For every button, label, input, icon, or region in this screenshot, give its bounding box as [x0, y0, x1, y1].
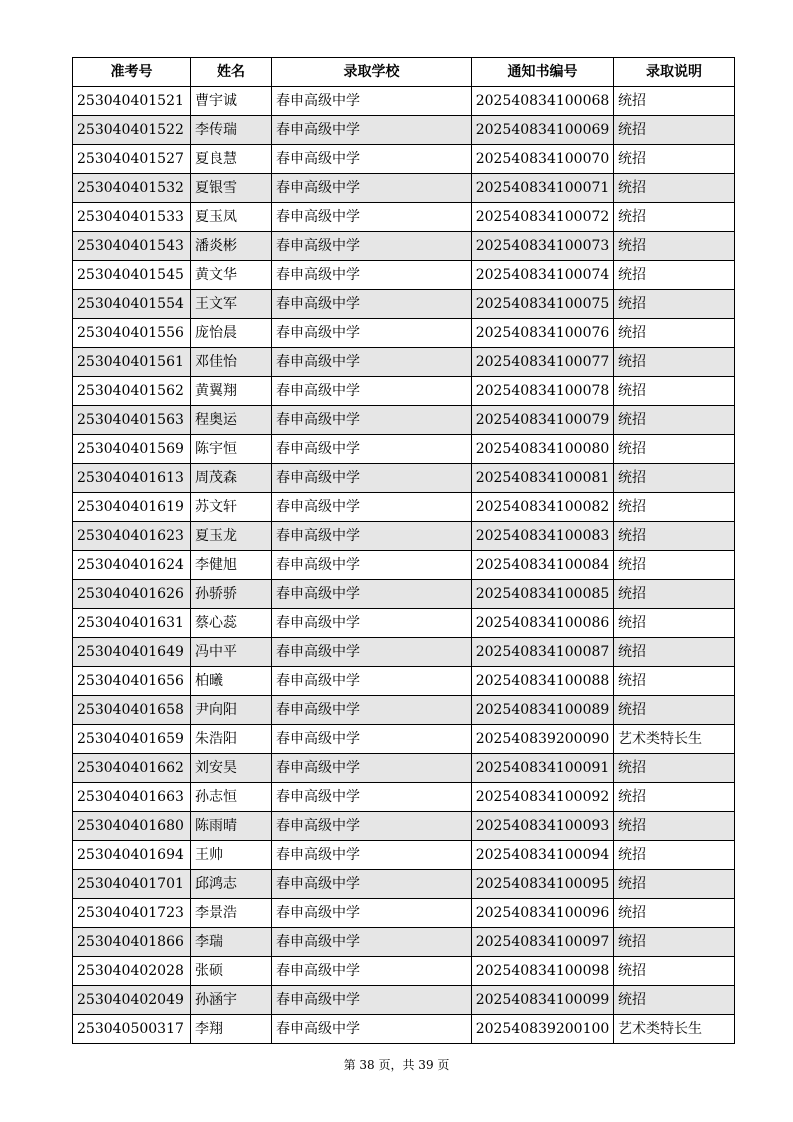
cell-notice-number: 202540834100069 — [472, 116, 614, 145]
table-row — [73, 551, 735, 580]
table-row — [73, 754, 735, 783]
table-row — [73, 493, 735, 522]
cell-remark: 统招 — [614, 812, 735, 841]
cell-remark: 统招 — [614, 116, 735, 145]
cell-name: 李传瑞 — [191, 116, 272, 145]
cell-exam-number: 253040401701 — [73, 870, 191, 899]
cell-notice-number: 202540834100097 — [472, 928, 614, 957]
cell-school: 春申高级中学 — [272, 145, 472, 174]
cell-remark: 统招 — [614, 261, 735, 290]
cell-remark: 统招 — [614, 203, 735, 232]
cell-remark: 统招 — [614, 174, 735, 203]
cell-school: 春申高级中学 — [272, 928, 472, 957]
cell-notice-number: 202540834100086 — [472, 609, 614, 638]
cell-remark: 统招 — [614, 754, 735, 783]
cell-school: 春申高级中学 — [272, 1015, 472, 1044]
header-name: 姓名 — [191, 58, 272, 87]
cell-notice-number: 202540834100089 — [472, 696, 614, 725]
cell-remark: 艺术类特长生 — [614, 1015, 735, 1044]
table-row — [73, 1015, 735, 1044]
table-row — [73, 435, 735, 464]
cell-notice-number: 202540834100087 — [472, 638, 614, 667]
cell-notice-number: 202540834100098 — [472, 957, 614, 986]
cell-school: 春申高级中学 — [272, 667, 472, 696]
cell-exam-number: 253040402049 — [73, 986, 191, 1015]
cell-school: 春申高级中学 — [272, 812, 472, 841]
table-row — [73, 696, 735, 725]
cell-remark: 艺术类特长生 — [614, 725, 735, 754]
cell-name: 黄文华 — [191, 261, 272, 290]
cell-school: 春申高级中学 — [272, 551, 472, 580]
cell-school: 春申高级中学 — [272, 783, 472, 812]
cell-name: 庞怡晨 — [191, 319, 272, 348]
cell-school: 春申高级中学 — [272, 203, 472, 232]
cell-notice-number: 202540834100096 — [472, 899, 614, 928]
cell-name: 张硕 — [191, 957, 272, 986]
cell-notice-number: 202540834100099 — [472, 986, 614, 1015]
cell-name: 夏银雪 — [191, 174, 272, 203]
cell-remark: 统招 — [614, 290, 735, 319]
table-row — [73, 87, 735, 116]
cell-notice-number: 202540834100068 — [472, 87, 614, 116]
table-row — [73, 522, 735, 551]
table-row — [73, 638, 735, 667]
cell-name: 王文军 — [191, 290, 272, 319]
cell-school: 春申高级中学 — [272, 609, 472, 638]
cell-remark: 统招 — [614, 232, 735, 261]
cell-name: 周茂森 — [191, 464, 272, 493]
cell-notice-number: 202540834100094 — [472, 841, 614, 870]
cell-remark: 统招 — [614, 377, 735, 406]
cell-notice-number: 202540834100088 — [472, 667, 614, 696]
cell-exam-number: 253040401624 — [73, 551, 191, 580]
cell-name: 孙涵宇 — [191, 986, 272, 1015]
cell-name: 曹宇诚 — [191, 87, 272, 116]
table-row — [73, 319, 735, 348]
cell-notice-number: 202540834100073 — [472, 232, 614, 261]
cell-remark: 统招 — [614, 493, 735, 522]
cell-remark: 统招 — [614, 841, 735, 870]
cell-school: 春申高级中学 — [272, 986, 472, 1015]
cell-name: 李景浩 — [191, 899, 272, 928]
cell-school: 春申高级中学 — [272, 841, 472, 870]
cell-name: 陈雨晴 — [191, 812, 272, 841]
header-notice-number: 通知书编号 — [472, 58, 614, 87]
cell-remark: 统招 — [614, 957, 735, 986]
cell-notice-number: 202540834100095 — [472, 870, 614, 899]
cell-school: 春申高级中学 — [272, 174, 472, 203]
cell-school: 春申高级中学 — [272, 319, 472, 348]
table-row — [73, 290, 735, 319]
cell-exam-number: 253040401543 — [73, 232, 191, 261]
table-row — [73, 261, 735, 290]
cell-school: 春申高级中学 — [272, 957, 472, 986]
cell-notice-number: 202540834100082 — [472, 493, 614, 522]
cell-notice-number: 202540834100085 — [472, 580, 614, 609]
cell-name: 潘炎彬 — [191, 232, 272, 261]
cell-school: 春申高级中学 — [272, 522, 472, 551]
cell-notice-number: 202540834100078 — [472, 377, 614, 406]
cell-school: 春申高级中学 — [272, 464, 472, 493]
table-row — [73, 986, 735, 1015]
cell-notice-number: 202540834100093 — [472, 812, 614, 841]
cell-name: 邓佳怡 — [191, 348, 272, 377]
table-row — [73, 203, 735, 232]
cell-name: 蔡心蕊 — [191, 609, 272, 638]
cell-school: 春申高级中学 — [272, 754, 472, 783]
cell-notice-number: 202540834100092 — [472, 783, 614, 812]
cell-exam-number: 253040401723 — [73, 899, 191, 928]
cell-exam-number: 253040401532 — [73, 174, 191, 203]
header-row — [73, 58, 735, 87]
cell-name: 李翔 — [191, 1015, 272, 1044]
cell-remark: 统招 — [614, 319, 735, 348]
cell-school: 春申高级中学 — [272, 290, 472, 319]
table-row — [73, 783, 735, 812]
cell-school: 春申高级中学 — [272, 696, 472, 725]
cell-name: 尹向阳 — [191, 696, 272, 725]
cell-exam-number: 253040401522 — [73, 116, 191, 145]
cell-exam-number: 253040401561 — [73, 348, 191, 377]
cell-exam-number: 253040401866 — [73, 928, 191, 957]
cell-school: 春申高级中学 — [272, 435, 472, 464]
table-row — [73, 145, 735, 174]
cell-remark: 统招 — [614, 522, 735, 551]
cell-notice-number: 202540834100081 — [472, 464, 614, 493]
page-footer: 第 38 页，共 39 页 — [343, 1058, 450, 1072]
cell-notice-number: 202540834100079 — [472, 406, 614, 435]
cell-name: 黄翼翔 — [191, 377, 272, 406]
cell-name: 李瑞 — [191, 928, 272, 957]
table-row — [73, 957, 735, 986]
table-row — [73, 232, 735, 261]
cell-notice-number: 202540834100075 — [472, 290, 614, 319]
cell-name: 刘安昊 — [191, 754, 272, 783]
cell-notice-number: 202540834100077 — [472, 348, 614, 377]
cell-name: 夏玉凤 — [191, 203, 272, 232]
cell-school: 春申高级中学 — [272, 116, 472, 145]
cell-school: 春申高级中学 — [272, 348, 472, 377]
table-row — [73, 812, 735, 841]
cell-remark: 统招 — [614, 899, 735, 928]
cell-exam-number: 253040401659 — [73, 725, 191, 754]
table-row — [73, 667, 735, 696]
cell-remark: 统招 — [614, 609, 735, 638]
cell-notice-number: 202540834100072 — [472, 203, 614, 232]
cell-remark: 统招 — [614, 406, 735, 435]
cell-exam-number: 253040401619 — [73, 493, 191, 522]
table-row — [73, 116, 735, 145]
table-row — [73, 377, 735, 406]
cell-name: 陈宇恒 — [191, 435, 272, 464]
table-header — [73, 58, 735, 87]
cell-exam-number: 253040401521 — [73, 87, 191, 116]
cell-exam-number: 253040401663 — [73, 783, 191, 812]
cell-school: 春申高级中学 — [272, 638, 472, 667]
header-remark: 录取说明 — [614, 58, 735, 87]
cell-remark: 统招 — [614, 986, 735, 1015]
cell-name: 程奥运 — [191, 406, 272, 435]
cell-exam-number: 253040401649 — [73, 638, 191, 667]
cell-school: 春申高级中学 — [272, 261, 472, 290]
header-school: 录取学校 — [272, 58, 472, 87]
cell-name: 柏曦 — [191, 667, 272, 696]
cell-exam-number: 253040401562 — [73, 377, 191, 406]
cell-name: 朱浩阳 — [191, 725, 272, 754]
cell-exam-number: 253040401569 — [73, 435, 191, 464]
cell-remark: 统招 — [614, 638, 735, 667]
cell-school: 春申高级中学 — [272, 377, 472, 406]
cell-name: 孙骄骄 — [191, 580, 272, 609]
table-row — [73, 609, 735, 638]
cell-remark: 统招 — [614, 870, 735, 899]
cell-remark: 统招 — [614, 580, 735, 609]
table-row — [73, 725, 735, 754]
cell-name: 李健旭 — [191, 551, 272, 580]
cell-notice-number: 202540834100074 — [472, 261, 614, 290]
cell-school: 春申高级中学 — [272, 870, 472, 899]
cell-exam-number: 253040401556 — [73, 319, 191, 348]
table-row — [73, 348, 735, 377]
cell-exam-number: 253040401658 — [73, 696, 191, 725]
cell-remark: 统招 — [614, 783, 735, 812]
cell-exam-number: 253040401613 — [73, 464, 191, 493]
cell-school: 春申高级中学 — [272, 87, 472, 116]
cell-exam-number: 253040401533 — [73, 203, 191, 232]
cell-notice-number: 202540834100080 — [472, 435, 614, 464]
cell-name: 孙志恒 — [191, 783, 272, 812]
cell-school: 春申高级中学 — [272, 580, 472, 609]
table-row — [73, 928, 735, 957]
cell-notice-number: 202540834100084 — [472, 551, 614, 580]
cell-school: 春申高级中学 — [272, 493, 472, 522]
table-body — [73, 87, 735, 1044]
cell-notice-number: 202540834100091 — [472, 754, 614, 783]
cell-remark: 统招 — [614, 435, 735, 464]
cell-notice-number: 202540839200090 — [472, 725, 614, 754]
cell-name: 夏良慧 — [191, 145, 272, 174]
cell-notice-number: 202540834100070 — [472, 145, 614, 174]
cell-exam-number: 253040401545 — [73, 261, 191, 290]
cell-exam-number: 253040401680 — [73, 812, 191, 841]
cell-notice-number: 202540834100076 — [472, 319, 614, 348]
table-row — [73, 580, 735, 609]
cell-school: 春申高级中学 — [272, 406, 472, 435]
cell-notice-number: 202540834100083 — [472, 522, 614, 551]
cell-remark: 统招 — [614, 348, 735, 377]
cell-school: 春申高级中学 — [272, 232, 472, 261]
cell-remark: 统招 — [614, 696, 735, 725]
admission-table — [72, 57, 735, 1044]
cell-exam-number: 253040401626 — [73, 580, 191, 609]
table-row — [73, 870, 735, 899]
table-row — [73, 899, 735, 928]
table-row — [73, 464, 735, 493]
cell-remark: 统招 — [614, 464, 735, 493]
cell-exam-number: 253040401656 — [73, 667, 191, 696]
table-row — [73, 841, 735, 870]
cell-exam-number: 253040401563 — [73, 406, 191, 435]
cell-exam-number: 253040401527 — [73, 145, 191, 174]
cell-name: 冯中平 — [191, 638, 272, 667]
cell-remark: 统招 — [614, 928, 735, 957]
cell-remark: 统招 — [614, 87, 735, 116]
cell-exam-number: 253040500317 — [73, 1015, 191, 1044]
cell-exam-number: 253040401694 — [73, 841, 191, 870]
cell-school: 春申高级中学 — [272, 725, 472, 754]
cell-name: 邱鸿志 — [191, 870, 272, 899]
cell-exam-number: 253040401631 — [73, 609, 191, 638]
cell-exam-number: 253040401554 — [73, 290, 191, 319]
cell-notice-number: 202540839200100 — [472, 1015, 614, 1044]
cell-remark: 统招 — [614, 145, 735, 174]
cell-name: 夏玉龙 — [191, 522, 272, 551]
cell-exam-number: 253040402028 — [73, 957, 191, 986]
table-row — [73, 406, 735, 435]
cell-remark: 统招 — [614, 551, 735, 580]
cell-exam-number: 253040401623 — [73, 522, 191, 551]
cell-school: 春申高级中学 — [272, 899, 472, 928]
cell-notice-number: 202540834100071 — [472, 174, 614, 203]
header-exam-number: 准考号 — [73, 58, 191, 87]
cell-remark: 统招 — [614, 667, 735, 696]
cell-name: 王帅 — [191, 841, 272, 870]
cell-name: 苏文轩 — [191, 493, 272, 522]
table-row — [73, 174, 735, 203]
cell-exam-number: 253040401662 — [73, 754, 191, 783]
